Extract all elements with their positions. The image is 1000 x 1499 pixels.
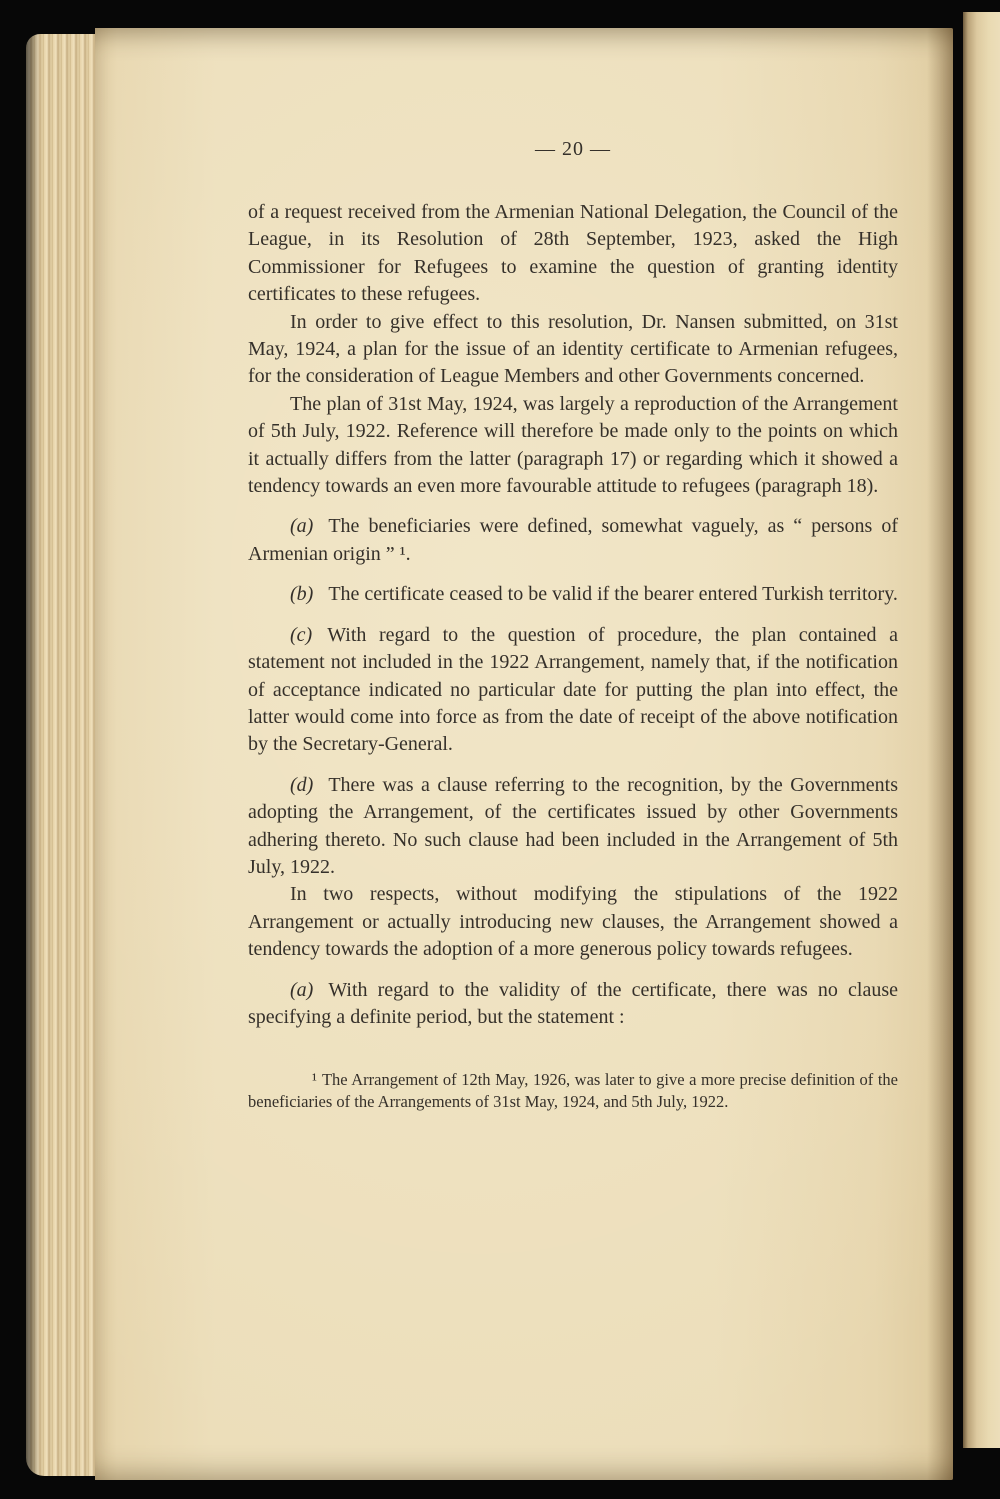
paragraph-continuation: of a request received from the Armenian National Delegation, the Council of the League, in its Resolution of 28th September, 1923, asked the High Commissioner for Refugees to examine the question of granting identity certificates to these refugees. <box>248 201 898 306</box>
item-letter: (c) <box>290 623 313 646</box>
footnote-marker: ¹ <box>312 1070 317 1090</box>
book-page <box>95 28 953 1480</box>
item-letter: (a) <box>290 515 314 538</box>
list-item-d <box>248 772 898 882</box>
item-letter: (a) <box>290 978 314 1001</box>
left-page-edges <box>26 34 98 1476</box>
item-text: There was a clause referring to the recognition, by the Governments adopting the Arrangement, of the certificates issued by other Governments adhering thereto. No such clause had been included in the Arrangement of 5th July, 1922. <box>248 773 898 878</box>
item-text: The certificate ceased to be valid if the bearer entered Turkish territory. <box>328 583 898 606</box>
item-text: The beneficiaries were defined, somewhat vaguely, as “ persons of Armenian origin ” ¹. <box>248 515 898 565</box>
page-number: — 20 — <box>535 138 611 160</box>
list-item-b <box>248 581 898 608</box>
item-text: With regard to the validity of the certificate, there was no clause specifying a definite period, but the statement : <box>248 978 898 1028</box>
list-item-a <box>248 513 898 568</box>
item-letter: (d) <box>290 773 314 796</box>
page-content <box>248 138 898 1113</box>
right-page-edge <box>963 12 1000 1448</box>
list-item-a2 <box>248 977 898 1032</box>
paragraph: In two respects, without modifying the stipulations of the 1922 Arrangement or actually introducing new clauses, the Arrangement showed a tendency towards the adoption of a more generous policy towards refugees. <box>248 883 898 961</box>
paragraph: The plan of 31st May, 1924, was largely a reproduction of the Arrangement of 5th July, 1922. Reference will therefore be made only to the points on which it actually differs from the latter (paragraph 17) or regarding which it showed a tendency towards an even more favourable attitude to refugees (paragraph 18). <box>248 392 898 498</box>
list-item-c <box>248 622 898 759</box>
item-letter: (b) <box>290 583 314 606</box>
item-text: With regard to the question of procedure, the plan contained a statement not included in the 1922 Arrangement, namely that, if the notification of acceptance indicated no particular date for putting the plan into effect, the latter would come into force as from the date of receipt of the above notification by the Secretary-General. <box>248 623 898 756</box>
paragraph: In order to give effect to this resolution, Dr. Nansen submitted, on 31st May, 1924, a plan for the issue of an identity certificate to Armenian refugees, for the consideration of League Members and other Governments concerned. <box>248 310 898 388</box>
footnote <box>248 1069 898 1113</box>
footnote-text: The Arrangement of 12th May, 1926, was later to give a more precise definition of the beneficiaries of the Arrangements of 31st May, 1924, and 5th July, 1922. <box>248 1070 898 1112</box>
